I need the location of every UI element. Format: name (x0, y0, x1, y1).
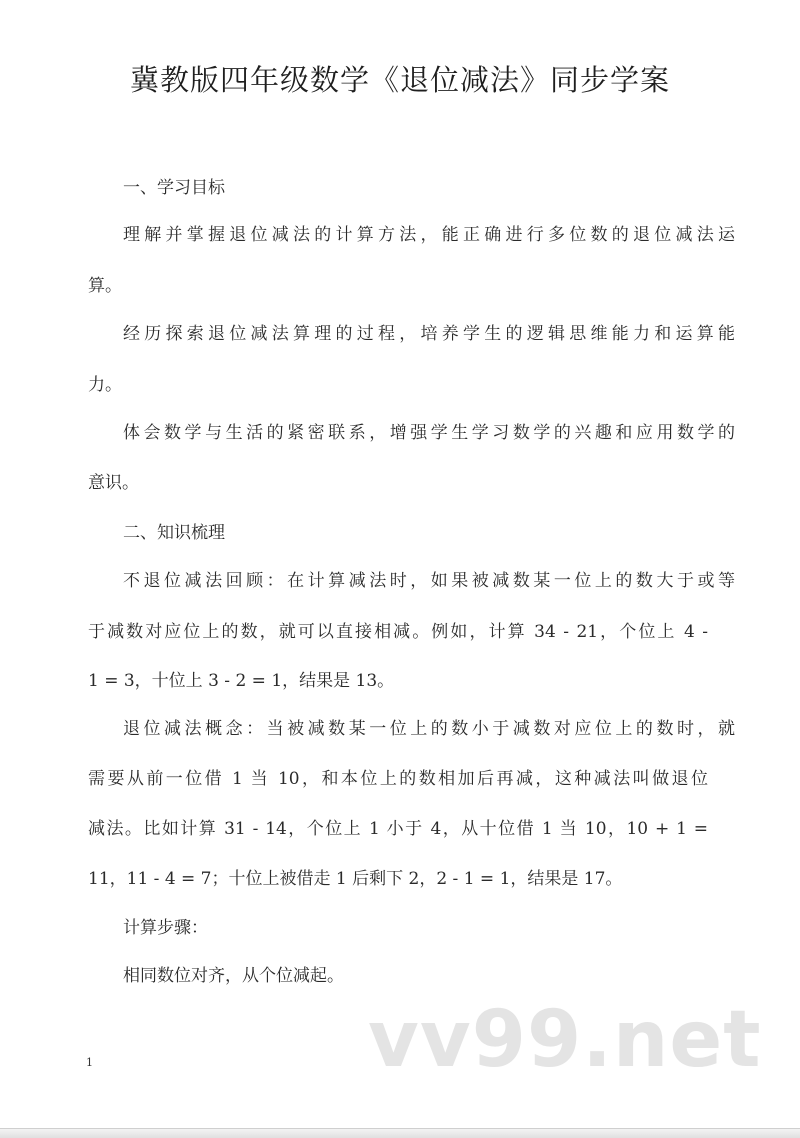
concept-line-4: 11，11 - 4 = 7；十位上被借走 1 后剩下 2，2 - 1 = 1，结果是 17。 (88, 869, 623, 889)
review-line-3: 1 = 3，十位上 3 - 2 = 1，结果是 13。 (88, 671, 395, 691)
goal-3-line-2: 意识。 (88, 473, 139, 493)
concept-line-1: 退位减法概念：当被减数某一位上的数小于减数对应位上的数时，就 (123, 719, 735, 739)
goal-1-line-1: 理解并掌握退位减法的计算方法，能正确进行多位数的退位减法运 (123, 225, 735, 245)
goal-2-line-1: 经历探索退位减法算理的过程，培养学生的逻辑思维能力和运算能 (123, 324, 735, 344)
watermark: vv99.net (368, 995, 762, 1085)
step-1-text: 相同数位对齐，从个位减起。 (123, 966, 344, 986)
goal-1-line-2: 算。 (88, 276, 122, 296)
goal-3-line-1: 体会数学与生活的紧密联系，增强学生学习数学的兴趣和应用数学的 (123, 423, 735, 443)
page-number: 1 (86, 1056, 93, 1069)
review-line-2: 于减数对应位上的数，就可以直接相减。例如，计算 34 - 21，个位上 4 - (88, 622, 708, 642)
concept-line-3: 减法。比如计算 31 - 14，个位上 1 小于 4，从十位借 1 当 10，10 + 1 = (88, 819, 708, 839)
section-heading-knowledge: 二、知识梳理 (123, 523, 225, 543)
steps-heading: 计算步骤： (123, 918, 208, 938)
page-title: 冀教版四年级数学《退位减法》同步学案 (129, 63, 670, 97)
goal-2-line-2: 力。 (88, 375, 122, 395)
review-line-1: 不退位减法回顾：在计算减法时，如果被减数某一位上的数大于或等 (123, 571, 735, 591)
section-heading-goals: 一、学习目标 (123, 178, 225, 198)
concept-line-2: 需要从前一位借 1 当 10，和本位上的数相加后再减，这种减法叫做退位 (88, 769, 708, 789)
